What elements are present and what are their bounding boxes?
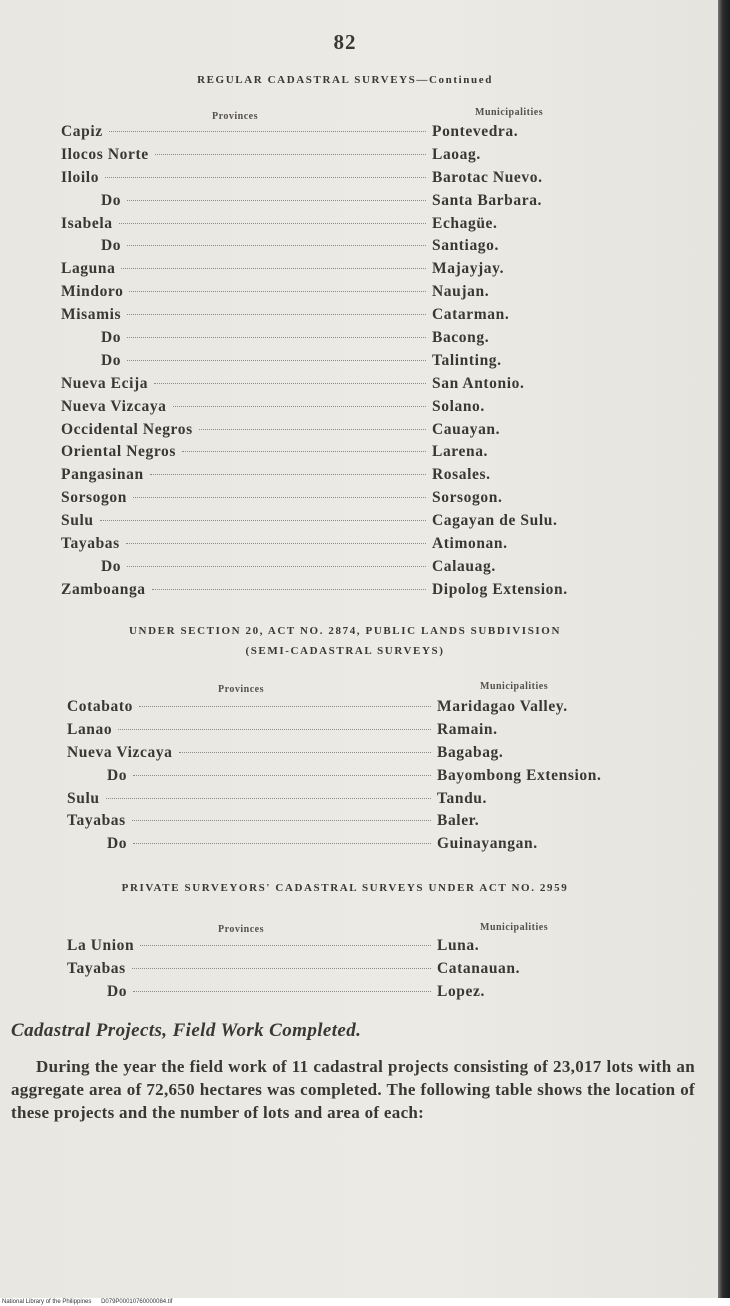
province-cell: Do xyxy=(107,835,128,853)
dot-leader xyxy=(155,154,426,155)
dot-leader xyxy=(152,589,426,590)
municipality-cell: Atimonan. xyxy=(432,535,508,553)
dot-leader xyxy=(127,337,426,338)
section-title-line: UNDER SECTION 20, ACT NO. 2874, PUBLIC LANDS SUBDIVISION xyxy=(129,625,561,637)
dot-leader xyxy=(127,566,426,567)
section-title-private-surveyors: PRIVATE SURVEYORS' CADASTRAL SURVEYS UNDER ACT NO. 2959 xyxy=(121,882,569,894)
column-header-municipalities: Municipalities xyxy=(480,681,549,692)
municipality-cell: Bayombong Extension. xyxy=(437,766,602,784)
province-cell: Occidental Negros xyxy=(61,420,193,438)
province-cell: Misamis xyxy=(61,306,122,324)
table-row xyxy=(0,281,690,304)
table-row xyxy=(0,441,690,464)
dot-leader xyxy=(199,429,426,430)
subheading-field-work-completed: Cadastral Projects, Field Work Completed. xyxy=(11,1020,362,1041)
province-cell: Nueva Vizcaya xyxy=(67,743,173,761)
footer-file-code: D079P00010760000084.tif xyxy=(101,1299,173,1305)
table-row xyxy=(0,833,690,856)
table-row xyxy=(0,765,690,788)
table-row xyxy=(0,742,690,765)
dot-leader xyxy=(179,752,431,753)
province-cell: Sulu xyxy=(67,789,100,807)
table-row xyxy=(0,464,690,487)
dot-leader xyxy=(126,543,426,544)
province-cell: Do xyxy=(101,237,122,255)
body-paragraph: During the year the field work of 11 cadastral projects consisting of 23,017 lots with an aggregate area of 72,650 hectares was completed. The following table shows the location of these projects and the number of lots and area of each: xyxy=(11,1057,695,1122)
dot-leader xyxy=(133,843,431,844)
table-row xyxy=(0,167,690,190)
municipality-cell: Lopez. xyxy=(437,982,485,1000)
province-cell: Do xyxy=(101,557,122,575)
municipality-cell: Naujan. xyxy=(432,283,490,301)
dot-leader xyxy=(150,474,426,475)
municipality-cell: Solano. xyxy=(432,397,485,415)
dot-leader xyxy=(109,131,426,132)
municipality-cell: Guinayangan. xyxy=(437,835,538,853)
province-cell: Do xyxy=(101,351,122,369)
municipality-cell: Majayjay. xyxy=(432,260,505,278)
table-row xyxy=(0,510,690,533)
dot-leader xyxy=(105,177,426,178)
province-cell: Do xyxy=(101,191,122,209)
dot-leader xyxy=(129,291,426,292)
section-title-semi-cadastral xyxy=(0,621,690,661)
province-cell: Ilocos Norte xyxy=(61,145,149,163)
table-row xyxy=(0,788,690,811)
section-title-regular-cadastral: REGULAR CADASTRAL SURVEYS—Continued xyxy=(197,74,493,86)
dot-leader xyxy=(182,451,426,452)
table-row xyxy=(0,579,690,602)
province-cell: Tayabas xyxy=(67,959,126,977)
table-row xyxy=(0,810,690,833)
survey-list-private xyxy=(0,935,690,1004)
municipality-cell: Maridagao Valley. xyxy=(437,698,568,715)
province-cell: Sulu xyxy=(61,512,94,530)
dot-leader xyxy=(127,245,426,246)
municipality-cell: Luna. xyxy=(437,937,480,954)
footer-institution: National Library of the Philippines xyxy=(2,1299,92,1305)
dot-leader xyxy=(118,729,431,730)
province-cell: Pangasinan xyxy=(61,466,144,484)
dot-leader xyxy=(173,406,426,407)
table-row xyxy=(0,258,690,281)
municipality-cell: Catanauan. xyxy=(437,959,521,977)
table-row xyxy=(0,719,690,742)
province-cell: Do xyxy=(107,766,128,784)
table-row xyxy=(0,419,690,442)
table-row xyxy=(0,373,690,396)
table-row xyxy=(0,556,690,579)
dot-leader xyxy=(154,383,426,384)
municipality-cell: Echagüe. xyxy=(432,214,498,232)
province-cell: Cotabato xyxy=(67,698,133,715)
book-binding-edge xyxy=(718,0,730,1298)
dot-leader xyxy=(121,268,426,269)
section-title-line: (SEMI-CADASTRAL SURVEYS) xyxy=(245,645,445,657)
municipality-cell: Larena. xyxy=(432,443,489,461)
municipality-cell: Catarman. xyxy=(432,306,510,324)
table-row xyxy=(0,396,690,419)
table-row xyxy=(0,350,690,373)
province-cell: Nueva Ecija xyxy=(61,374,149,392)
municipality-cell: Santa Barbara. xyxy=(432,191,543,209)
municipality-cell: Bacong. xyxy=(432,329,490,347)
table-row xyxy=(0,235,690,258)
municipality-cell: Baler. xyxy=(437,812,480,830)
table-row xyxy=(0,696,690,719)
column-header-municipalities: Municipalities xyxy=(480,922,549,933)
table-row xyxy=(0,327,690,350)
municipality-cell: Pontevedra. xyxy=(432,123,519,140)
province-cell: Nueva Vizcaya xyxy=(61,397,167,415)
dot-leader xyxy=(127,360,426,361)
column-header-provinces: Provinces xyxy=(212,111,258,122)
province-cell: Tayabas xyxy=(61,535,120,553)
survey-list-regular xyxy=(0,121,690,602)
municipality-cell: Tandu. xyxy=(437,789,488,807)
table-row xyxy=(0,958,690,981)
dot-leader xyxy=(140,945,431,946)
province-cell: Isabela xyxy=(61,214,113,232)
municipality-cell: Barotac Nuevo. xyxy=(432,168,543,186)
dot-leader xyxy=(127,314,426,315)
column-header-provinces: Provinces xyxy=(218,684,264,695)
table-row xyxy=(0,304,690,327)
dot-leader xyxy=(119,223,426,224)
municipality-cell: Laoag. xyxy=(432,145,481,163)
province-cell: Do xyxy=(107,982,128,1000)
municipality-cell: Dipolog Extension. xyxy=(432,580,568,598)
municipality-cell: Sorsogon. xyxy=(432,489,503,507)
dot-leader xyxy=(106,798,431,799)
province-cell: Do xyxy=(101,329,122,347)
municipality-cell: San Antonio. xyxy=(432,374,525,392)
municipality-cell: Cauayan. xyxy=(432,420,501,438)
survey-list-semi-cadastral xyxy=(0,696,690,856)
municipality-cell: Ramain. xyxy=(437,720,498,738)
province-cell: Iloilo xyxy=(61,168,100,186)
dot-leader xyxy=(132,820,431,821)
table-row xyxy=(0,213,690,236)
municipality-cell: Talinting. xyxy=(432,351,502,369)
province-cell: Tayabas xyxy=(67,812,126,830)
municipality-cell: Cagayan de Sulu. xyxy=(432,512,558,530)
dot-leader xyxy=(133,775,431,776)
province-cell: Mindoro xyxy=(61,283,124,301)
dot-leader xyxy=(139,706,431,707)
dot-leader xyxy=(133,991,431,992)
province-cell: Zamboanga xyxy=(61,580,146,598)
province-cell: Capiz xyxy=(61,123,103,140)
province-cell: Oriental Negros xyxy=(61,443,177,461)
table-row xyxy=(0,935,690,958)
dot-leader xyxy=(132,968,431,969)
table-row xyxy=(0,533,690,556)
municipality-cell: Bagabag. xyxy=(437,743,504,761)
table-row xyxy=(0,981,690,1004)
municipality-cell: Santiago. xyxy=(432,237,499,255)
table-row xyxy=(0,121,690,144)
column-header-municipalities: Municipalities xyxy=(475,107,544,118)
municipality-cell: Rosales. xyxy=(432,466,491,484)
dot-leader xyxy=(100,520,426,521)
page-number: 82 xyxy=(333,30,357,54)
table-row xyxy=(0,190,690,213)
province-cell: Laguna xyxy=(61,260,116,278)
column-header-provinces: Provinces xyxy=(218,924,264,935)
table-row xyxy=(0,144,690,167)
dot-leader xyxy=(133,497,426,498)
province-cell: Sorsogon xyxy=(61,489,127,507)
dot-leader xyxy=(127,200,426,201)
province-cell: La Union xyxy=(67,937,135,954)
municipality-cell: Calauag. xyxy=(432,557,496,575)
scan-footer xyxy=(2,1298,180,1306)
province-cell: Lanao xyxy=(67,720,113,738)
table-row xyxy=(0,487,690,510)
